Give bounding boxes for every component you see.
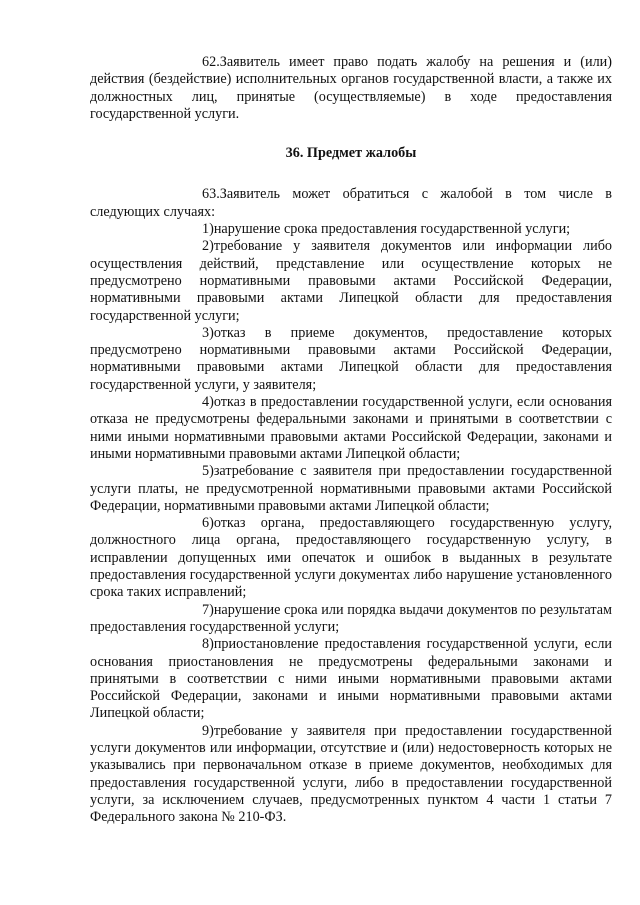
paragraph-62 [90, 54, 612, 123]
list-item-1 [90, 221, 612, 238]
list-item-6 [90, 515, 612, 601]
list-item-7 [90, 602, 612, 637]
list-item-number: 8) [202, 636, 214, 653]
list-item-number: 5) [202, 463, 214, 480]
paragraph-text: Заявитель может обратиться с жалобой в том числе в следующих случаях: [90, 186, 612, 220]
list-item-3 [90, 325, 612, 394]
list-item-text: затребование с заявителя при предоставлении государственной услуги платы, не предусмотренной нормативными правовыми актами Российской Федерации, нормативными правовыми актами Липецкой области; [90, 463, 612, 514]
list-item-8 [90, 636, 612, 722]
list-item-2 [90, 238, 612, 324]
list-item-text: отказ в предоставлении государственной услуги, если основания отказа не предусмотрены федеральными законами и принятыми в соответствии с ними иными нормативными правовыми актами Российской Федерации, законами и иными нормативными правовыми актами Липецкой области; [90, 394, 612, 462]
list-item-number: 7) [202, 601, 214, 618]
list-item-text: приостановление предоставления государственной услуги, если основания приостановления не предусмотрены федеральными законами и принятыми в соответствии с ними иными нормативными правовыми актами Российской Федерации, законами и иными нормативными правовыми актами Липецкой области; [90, 636, 612, 722]
list-item-number: 4) [202, 394, 214, 411]
list-item-text: отказ в приеме документов, предоставление которых предусмотрено нормативными правовыми актами Российской Федерации, нормативными правовыми актами Липецкой области для предоставления государственной услуги, у заявителя; [90, 324, 612, 393]
paragraph-number: 63. [202, 186, 220, 203]
list-item-4 [90, 394, 612, 463]
paragraph-63 [90, 186, 612, 221]
list-item-number: 2) [202, 238, 214, 255]
list-item-text: нарушение срока предоставления государственной услуги; [213, 221, 571, 238]
list-item-number: 6) [202, 515, 214, 532]
list-item-text: требование у заявителя при предоставлении государственной услуги документов или информации, отсутствие и (или) недостоверность которых не указывались при первоначальном отказе в приеме документов, необходимых для предоставления государственной услуги, либо в предоставлении государственной услуги, за исключением случаев, предусмотренных пунктом 4 части 1 статьи 7 Федерального закона № 210-ФЗ. [90, 722, 612, 826]
list-item-text: требование у заявителя документов или информации либо осуществления действий, представление или осуществление которых не предусмотрено нормативными правовыми актами Российской Федерации, нормативными правовыми актами Липецкой области для предоставления государственной услуги; [90, 238, 612, 324]
document-page [90, 54, 612, 826]
list-item-number: 3) [202, 324, 214, 341]
list-item-5 [90, 463, 612, 515]
paragraph-text: Заявитель имеет право подать жалобу на решения и (или) действия (бездействие) исполнительных органов государственной власти, а также их должностных лиц, принятые (осуществляемые) в ходе предоставления государственной услуги. [90, 54, 612, 122]
list-item-9 [90, 723, 612, 827]
list-item-number: 1) [202, 221, 214, 238]
list-item-text: отказ органа, предоставляющего государственную услугу, должностного лица органа, предоставляющего государственную услугу, в исправлении допущенных ими опечаток и ошибок в выданных в результате предоставления государственной услуги документах либо нарушение установленного срока таких исправлений; [90, 515, 612, 601]
section-heading: 36. Предмет жалобы [285, 145, 417, 162]
paragraph-number: 62. [202, 54, 220, 70]
list-item-text: нарушение срока или порядка выдачи документов по результатам предоставления государственной услуги; [90, 601, 612, 635]
list-item-number: 9) [202, 722, 214, 739]
